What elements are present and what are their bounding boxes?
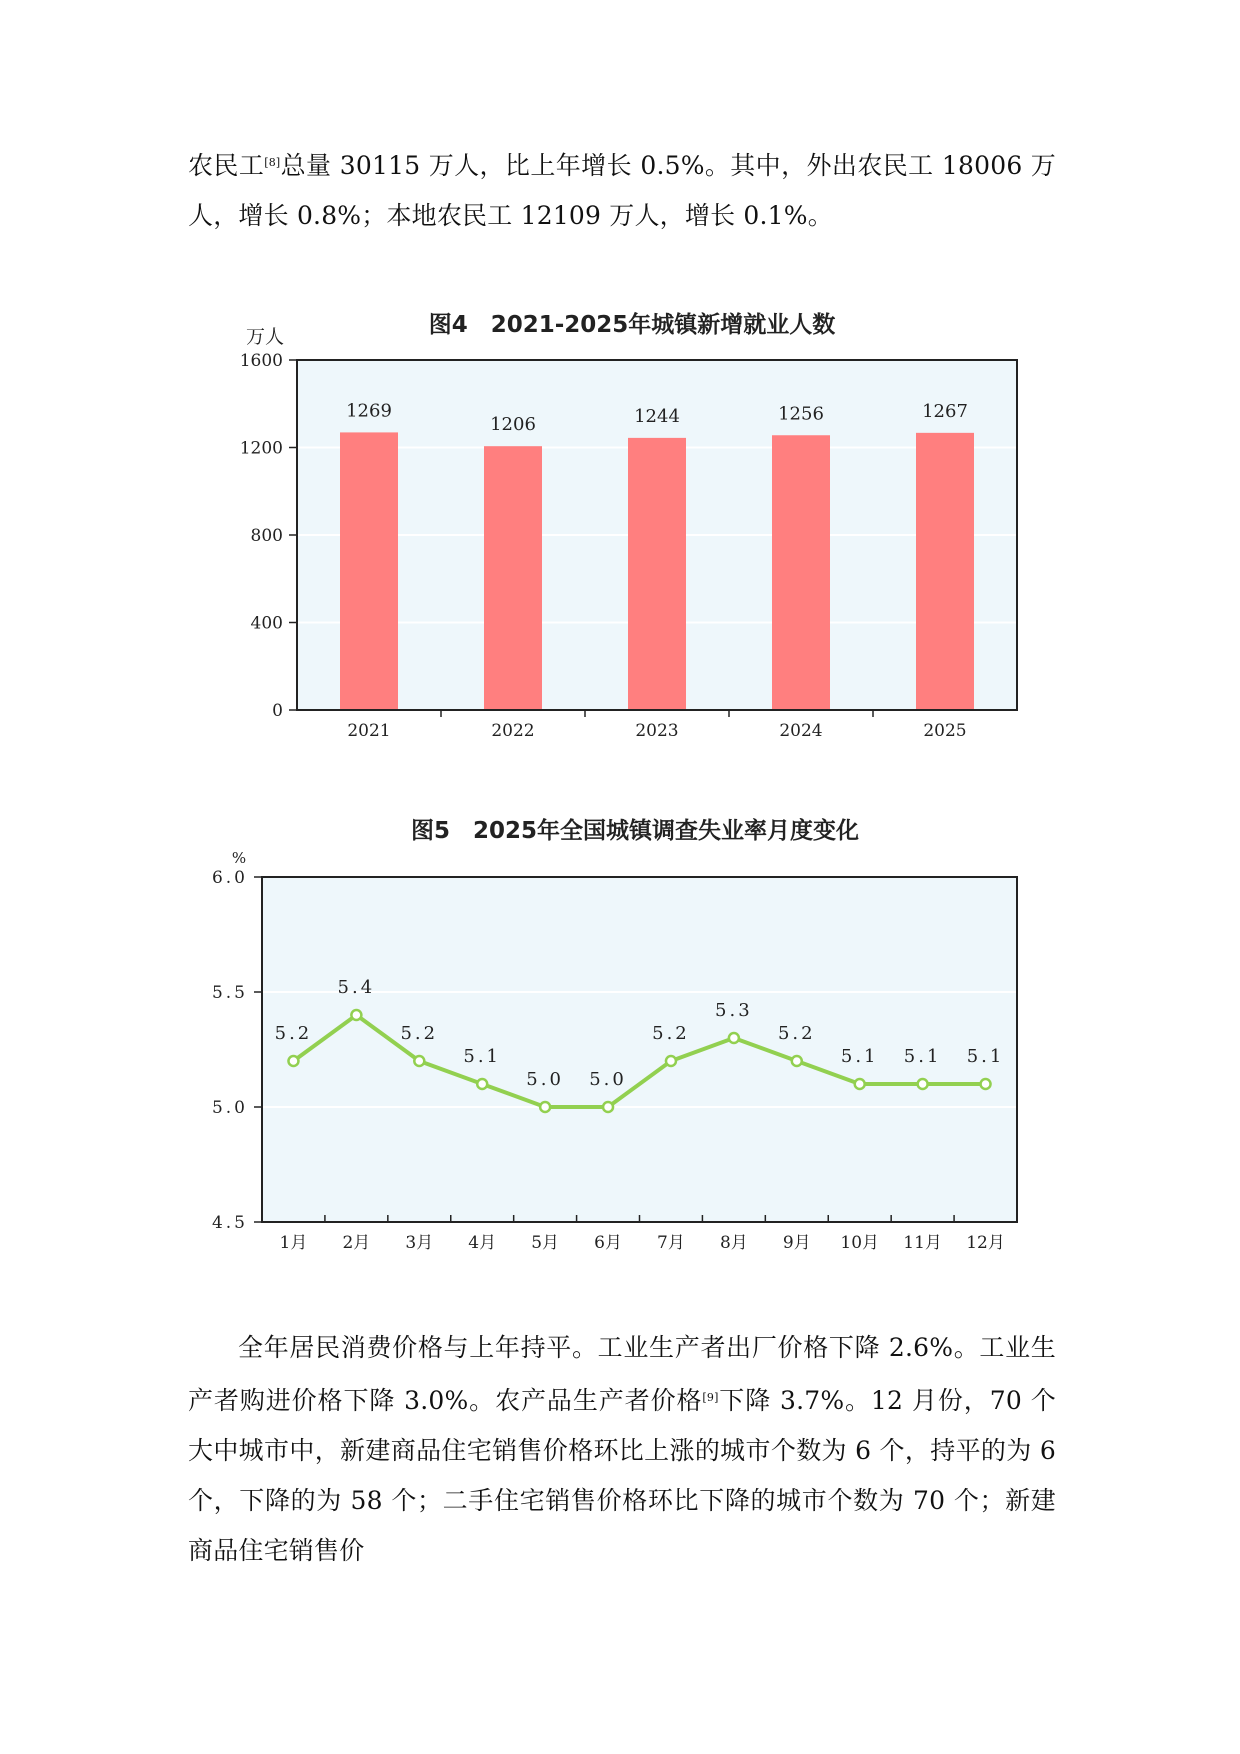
chart4-title: 图4 2021-2025年城镇新增就业人数: [428, 312, 836, 338]
chart5-y-tick-label: 5.5: [211, 983, 248, 1003]
chart5-x-tick-label: 12月: [966, 1233, 1005, 1253]
chart5-point-11月: [918, 1079, 928, 1089]
chart5-x-tick-label: 5月: [531, 1233, 560, 1253]
chart5-x-tick-label: 8月: [719, 1233, 748, 1253]
chart4-y-unit: 万人: [245, 326, 285, 348]
chart5-data-label: 5.1: [966, 1046, 1005, 1067]
chart5-point-10月: [855, 1079, 865, 1089]
chart5-data-label: 5.3: [715, 1000, 753, 1021]
unemployment-line-chart: [205, 805, 1035, 1255]
chart4-data-label: 1244: [634, 405, 680, 427]
chart4-bar-2024: [772, 435, 830, 710]
para1-text-a: 农民工: [188, 151, 265, 180]
chart4-data-label: 1206: [490, 414, 536, 436]
chart4-x-tick-label: 2022: [491, 721, 535, 741]
chart5-data-label: 5.4: [337, 977, 376, 998]
chart5-y-unit: %: [231, 849, 247, 867]
chart5-data-label: 5.2: [652, 1023, 690, 1044]
chart5-point-5月: [540, 1102, 550, 1112]
chart5-point-4月: [477, 1079, 487, 1089]
chart5-point-7月: [666, 1056, 676, 1066]
chart5-point-12月: [981, 1079, 991, 1089]
chart5-point-9月: [792, 1056, 802, 1066]
chart5-data-label: 5.1: [903, 1046, 942, 1067]
chart5-x-tick-label: 9月: [782, 1233, 811, 1253]
chart5-x-tick-label: 6月: [594, 1233, 622, 1253]
chart5-x-tick-label: 7月: [657, 1233, 685, 1253]
para2-text-b: 下降 3.7%。12 月份，70 个大中城市中，新建商品住宅销售价格环比上涨的城市个数为 6 个，持平的为 6 个，下降的为 58 个；二手住宅销售价格环比下降的城市个数为 70 个；新建商品住宅销售价: [188, 1386, 1056, 1565]
para2-text-a: 全年居民消费价格与上年持平。工业生产者出厂价格下降 2.6%。工业生产者购进价格下降 3.0%。农产品生产者价格: [188, 1333, 1056, 1415]
chart5-point-3月: [414, 1056, 424, 1066]
chart5-point-2月: [351, 1010, 361, 1020]
chart4-bar-2022: [484, 446, 542, 710]
chart5-x-tick-label: 11月: [903, 1233, 942, 1253]
footnote-ref-8[interactable]: [8]: [264, 156, 281, 169]
chart5-point-1月: [288, 1056, 298, 1066]
employment-bar-chart: [205, 298, 1035, 758]
chart5-data-label: 5.1: [463, 1046, 502, 1067]
chart4-y-tick-label: 1200: [239, 438, 283, 459]
chart5-x-tick-label: 2月: [342, 1233, 371, 1253]
chart5-x-tick-label: 10月: [840, 1233, 880, 1253]
chart4-y-tick-label: 800: [250, 526, 283, 546]
chart4-bar-2023: [628, 438, 686, 710]
paragraph-prices: [188, 1323, 1056, 1576]
chart4-y-tick-label: 1600: [239, 351, 283, 371]
chart5-y-tick-label: 6.0: [211, 868, 248, 888]
chart5-y-tick-label: 4.5: [211, 1213, 248, 1233]
chart5-data-label: 5.2: [400, 1023, 439, 1044]
chart5-data-label: 5.2: [274, 1023, 313, 1044]
chart4-x-tick-label: 2024: [779, 721, 823, 741]
chart5-data-label: 5.0: [526, 1069, 564, 1090]
chart4-bar-2021: [340, 432, 398, 710]
para1-text-b: 总量 30115 万人，比上年增长 0.5%。其中，外出农民工 18006 万人，增长 0.8%；本地农民工 12109 万人，增长 0.1%。: [188, 151, 1056, 230]
chart4-y-tick-label: 400: [250, 613, 283, 634]
chart5-point-8月: [729, 1033, 739, 1043]
chart5-x-tick-label: 1月: [279, 1233, 308, 1253]
chart4-x-tick-label: 2025: [923, 721, 967, 741]
chart5-x-tick-label: 3月: [405, 1233, 434, 1253]
chart4-x-tick-label: 2023: [635, 721, 679, 741]
chart5-y-tick-label: 5.0: [211, 1098, 248, 1118]
chart4-x-tick-label: 2021: [347, 721, 391, 741]
chart4-data-label: 1256: [778, 403, 824, 425]
chart5-title: 图5 2025年全国城镇调查失业率月度变化: [410, 818, 860, 844]
chart5-point-6月: [603, 1102, 613, 1112]
chart4-data-label: 1267: [922, 400, 968, 422]
chart4-data-label: 1269: [346, 400, 392, 422]
paragraph-migrant-workers: [188, 138, 1056, 241]
chart5-data-label: 5.2: [777, 1023, 816, 1044]
chart5-data-label: 5.0: [589, 1069, 627, 1090]
chart4-bar-2025: [916, 433, 974, 710]
chart5-x-tick-label: 4月: [468, 1233, 497, 1253]
chart4-y-tick-label: 0: [272, 701, 283, 721]
chart5-data-label: 5.1: [840, 1046, 879, 1067]
footnote-ref-9[interactable]: [9]: [702, 1391, 719, 1404]
